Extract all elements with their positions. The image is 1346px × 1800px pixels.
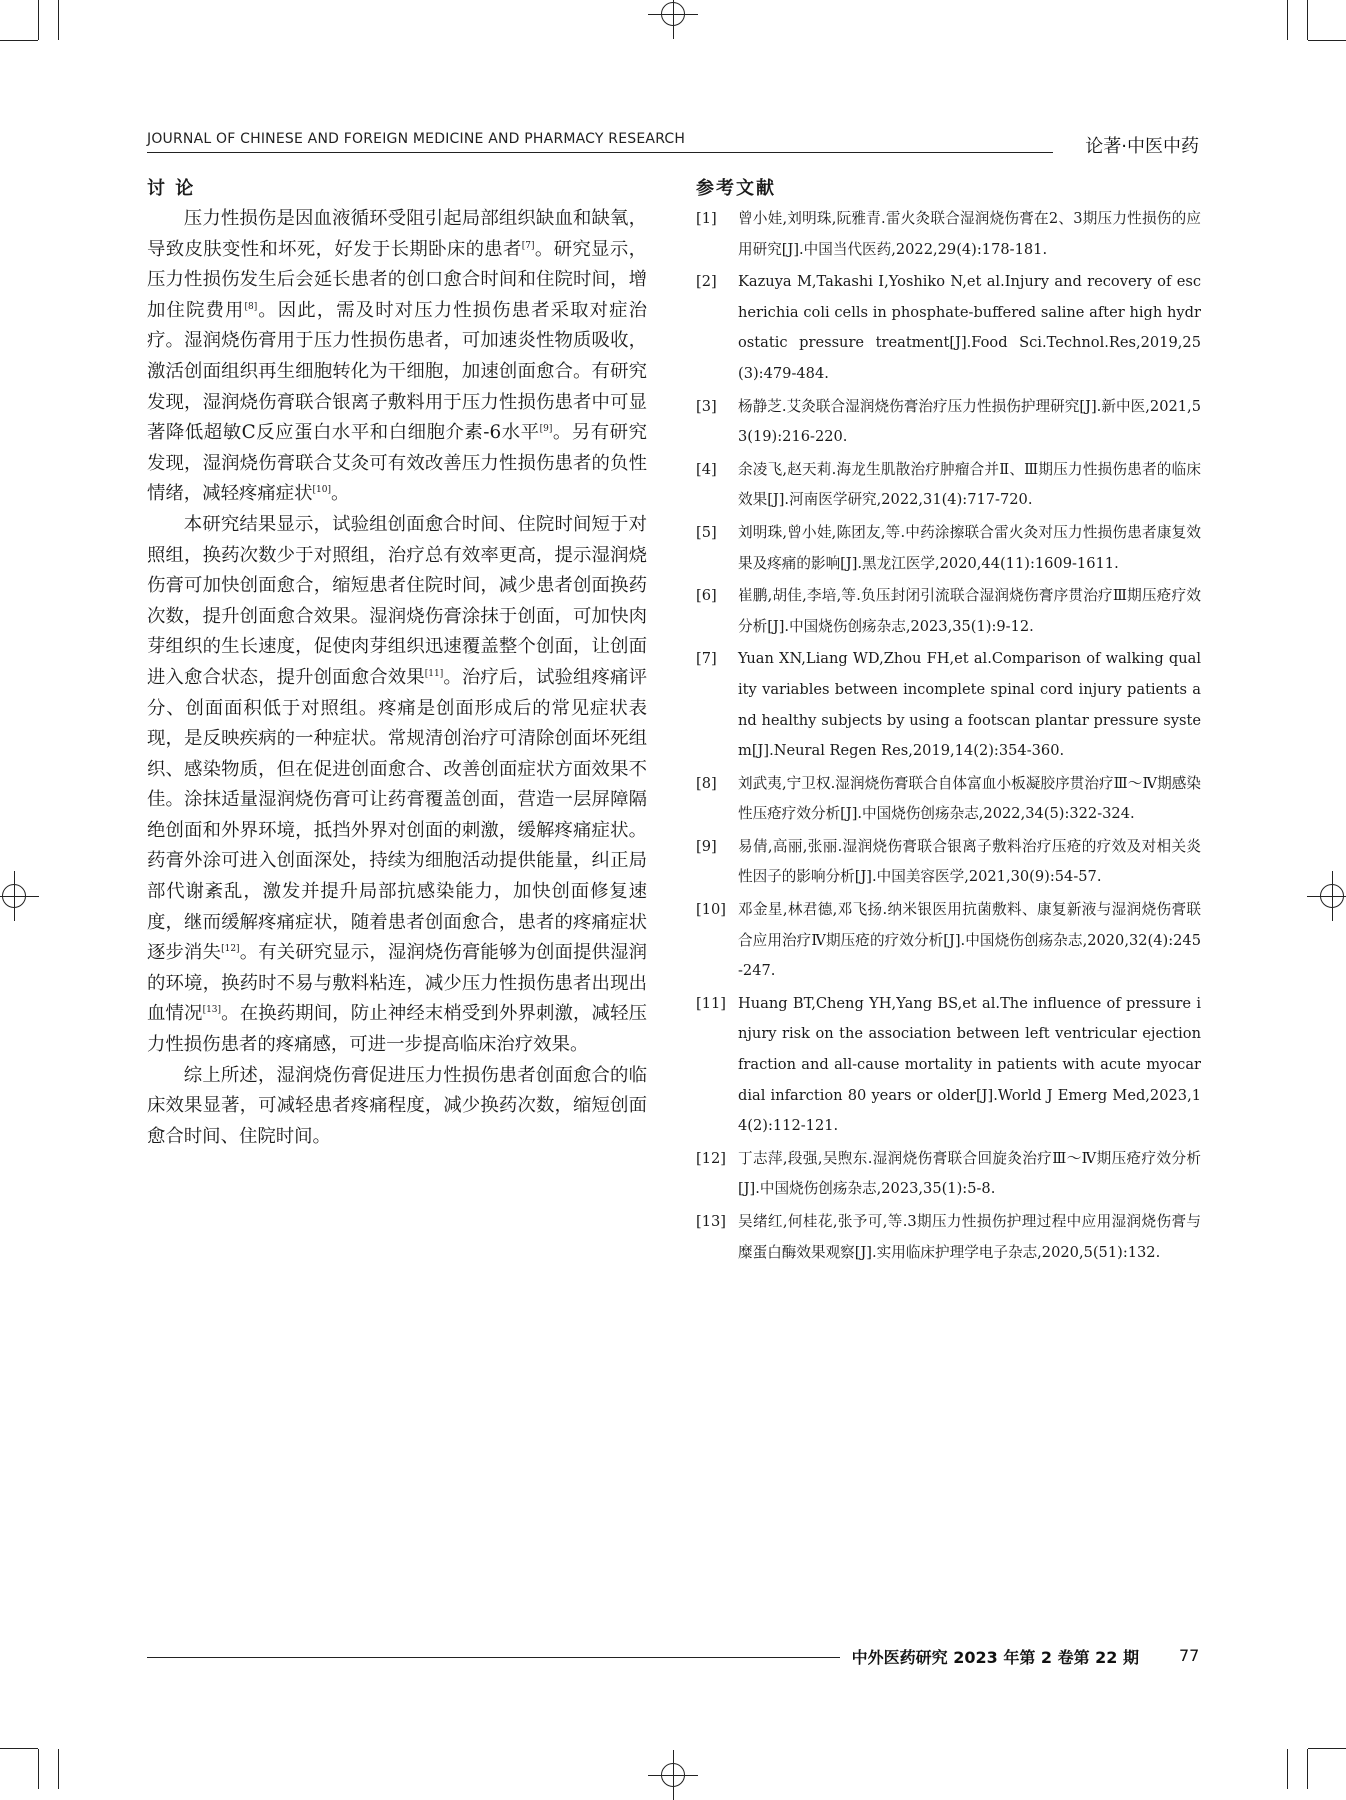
- paragraph-text: 。研究显示，压力性损伤发生后会延长患者的创口愈合时间和住院时间，增加住院费用: [147, 238, 647, 321]
- citation-marker: [13]: [202, 1005, 222, 1016]
- paragraph-text: 。: [331, 483, 350, 505]
- crop-mark: [58, 1749, 59, 1789]
- paragraph-text: 。因此，需及时对压力性损伤患者采取对症治疗。湿润烧伤膏用于压力性损伤患者，可加速炎性物质吸收，激活创面组织再生细胞转化为干细胞，加速创面愈合。有研究发现，湿润烧伤膏联合银离子敷料用于压力性损伤患者中可显著降低超敏C反应蛋白水平和白细胞介素-6水平: [147, 299, 647, 444]
- reference-text: 崔鹏,胡佳,李培,等.负压封闭引流联合湿润烧伤膏序贯治疗Ⅲ期压疮疗效分析[J].中国烧伤创疡杂志,2023,35(1):9-12.: [738, 587, 1201, 635]
- reference-number: [7]: [696, 650, 717, 668]
- crop-mark: [38, 1749, 39, 1789]
- citation-marker: [10]: [312, 485, 332, 496]
- registration-mark-icon: [2, 884, 26, 908]
- reference-item: [696, 581, 1201, 642]
- citation-marker: [7]: [521, 240, 535, 251]
- section-label: 论著·中医中药: [1071, 132, 1199, 158]
- reference-text: 杨静芝.艾灸联合湿润烧伤膏治疗压力性损伤护理研究[J].新中医,2021,53(19):216-220.: [738, 397, 1201, 446]
- crop-mark: [38, 0, 39, 40]
- reference-item: [696, 832, 1201, 893]
- crop-mark: [1287, 0, 1288, 40]
- crop-mark: [1307, 1749, 1308, 1789]
- reference-number: [8]: [696, 774, 717, 792]
- discussion-paragraph: [147, 510, 647, 1061]
- reference-text: Kazuya M,Takashi I,Yoshiko N,et al.Injury and recovery of escherichia coli cells in phosphate-buffered saline after high hydrostatic pressure treatment[J].Food Sci.Technol.Res,2019,25(3):479-484.: [738, 273, 1201, 382]
- reference-text: Yuan XN,Liang WD,Zhou FH,et al.Comparison of walking quality variables between incomplete spinal cord injury patients and healthy subjects by using a footscan plantar pressure system[J].Neural Regen Res,2019,14(2):354-360.: [738, 650, 1201, 760]
- reference-text: 丁志萍,段强,吴煦东.湿润烧伤膏联合回旋灸治疗Ⅲ～Ⅳ期压疮疗效分析[J].中国烧伤创疡杂志,2023,35(1):5-8.: [738, 1149, 1201, 1198]
- discussion-heading: 讨 论: [147, 178, 196, 199]
- paragraph-text: 。有关研究显示，湿润烧伤膏能够为创面提供湿润的环境，换药时不易与敷料粘连，减少压力性损伤患者出现出血情况: [147, 942, 647, 1025]
- discussion-paragraph: [147, 204, 647, 510]
- reference-item: [696, 1144, 1201, 1205]
- reference-list: [696, 204, 1201, 1268]
- crop-mark: [1308, 40, 1346, 41]
- registration-mark-icon: [661, 2, 685, 26]
- discussion-body: [147, 204, 647, 1152]
- reference-item: [696, 1207, 1201, 1268]
- reference-item: [696, 392, 1201, 453]
- citation-marker: [8]: [244, 301, 258, 312]
- reference-number: [9]: [696, 837, 717, 855]
- discussion-paragraph: [147, 1061, 647, 1153]
- reference-item: [696, 989, 1201, 1142]
- reference-number: [10]: [696, 901, 726, 919]
- paragraph-text: 本研究结果显示，试验组创面愈合时间、住院时间短于对照组，换药次数少于对照组，治疗总有效率更高，提示湿润烧伤膏可加快创面愈合，缩短患者住院时间，减少患者创面换药次数，提升创面愈合效果。湿润烧伤膏涂抹于创面，可加快肉芽组织的生长速度，促使肉芽组织迅速覆盖整个创面，让创面进入愈合状态，提升创面愈合效果: [147, 513, 647, 688]
- reference-text: Huang BT,Cheng YH,Yang BS,et al.The influence of pressure injury risk on the association between left ventricular ejection fraction and all-cause mortality in patients with acute myocardial infarction 80 years or older[J].World J Emerg Med,2023,14(2):112-121.: [738, 994, 1201, 1135]
- reference-number: [4]: [696, 460, 717, 478]
- citation-marker: [9]: [539, 424, 553, 435]
- reference-text: 余凌飞,赵天莉.海龙生肌散治疗肿瘤合并Ⅱ、Ⅲ期压力性损伤患者的临床效果[J].河南医学研究,2022,31(4):717-720.: [738, 460, 1201, 509]
- crop-mark: [1308, 1748, 1346, 1749]
- reference-item: [696, 769, 1201, 830]
- crop-mark: [1307, 0, 1308, 40]
- paragraph-text: 压力性损伤是因血液循环受阻引起局部组织缺血和缺氧，导致皮肤变性和坏死，好发于长期卧床的患者: [147, 208, 647, 260]
- reference-number: [11]: [696, 994, 726, 1012]
- paragraph-text: 。治疗后，试验组疼痛评分、创面面积低于对照组。疼痛是创面形成后的常见症状表现，是反映疾病的一种症状。常规清创治疗可清除创面坏死组织、感染物质，但在促进创面愈合、改善创面症状方面效果不佳。涂抹适量湿润烧伤膏可让药膏覆盖创面，营造一层屏障隔绝创面和外界环境，抵挡外界对创面的刺激，缓解疼痛症状。药膏外涂可进入创面深处，持续为细胞活动提供能量，纠正局部代谢紊乱，激发并提升局部抗感染能力，加快创面修复速度，继而缓解疼痛症状，随着患者创面愈合，患者的疼痛症状逐步消失: [147, 666, 647, 964]
- crop-mark: [0, 40, 38, 41]
- references-column: [696, 174, 1201, 1270]
- reference-number: [1]: [696, 210, 717, 227]
- journal-title: JOURNAL OF CHINESE AND FOREIGN MEDICINE AND PHARMACY RESEARCH: [147, 131, 686, 147]
- crop-mark: [1287, 1749, 1288, 1789]
- paragraph-text: 综上所述，湿润烧伤膏促进压力性损伤患者创面愈合的临床效果显著，可减轻患者疼痛程度，减少换药次数，缩短创面愈合时间、住院时间。: [147, 1064, 647, 1147]
- reference-text: 刘武夷,宁卫权.湿润烧伤膏联合自体富血小板凝胶序贯治疗Ⅲ～Ⅳ期感染性压疮疗效分析[J].中国烧伤创疡杂志,2022,34(5):322-324.: [738, 774, 1201, 823]
- crop-mark: [58, 0, 59, 40]
- issue-info: 中外医药研究 2023 年第 2 卷第 22 期: [840, 1645, 1139, 1668]
- discussion-column: [147, 174, 647, 1152]
- reference-item: [696, 644, 1201, 766]
- reference-number: [5]: [696, 523, 717, 541]
- page-number: 77: [1179, 1646, 1200, 1665]
- registration-mark-icon: [661, 1763, 685, 1787]
- paragraph-text: 。另有研究发现，湿润烧伤膏联合艾灸可有效改善压力性损伤患者的负性情绪，减轻疼痛症状: [147, 422, 647, 505]
- reference-number: [13]: [696, 1213, 726, 1230]
- reference-text: 曾小娃,刘明珠,阮雅青.雷火灸联合湿润烧伤膏在2、3期压力性损伤的应用研究[J].中国当代医药,2022,29(4):178-181.: [738, 210, 1201, 258]
- reference-text: 易倩,高丽,张丽.湿润烧伤膏联合银离子敷料治疗压疮的疗效及对相关炎性因子的影响分析[J].中国美容医学,2021,30(9):54-57.: [738, 837, 1201, 886]
- citation-marker: [12]: [221, 944, 240, 955]
- reference-number: [12]: [696, 1149, 726, 1167]
- paragraph-text: 。在换药期间，防止神经末梢受到外界刺激，减轻压力性损伤患者的疼痛感，可进一步提高临床治疗效果。: [147, 1003, 647, 1056]
- crop-mark: [0, 1748, 38, 1749]
- citation-marker: [11]: [424, 668, 444, 679]
- reference-item: [696, 204, 1201, 265]
- reference-text: 刘明珠,曾小娃,陈团友,等.中药涂擦联合雷火灸对压力性损伤患者康复效果及疼痛的影响[J].黑龙江医学,2020,44(11):1609-1611.: [738, 523, 1201, 572]
- reference-item: [696, 267, 1201, 389]
- reference-item: [696, 895, 1201, 987]
- reference-text: 吴绪红,何桂花,张予可,等.3期压力性损伤护理过程中应用湿润烧伤膏与糜蛋白酶效果观察[J].实用临床护理学电子杂志,2020,5(51):132.: [738, 1213, 1201, 1261]
- reference-text: 邓金星,林君德,邓飞扬.纳米银医用抗菌敷料、康复新液与湿润烧伤膏联合应用治疗Ⅳ期压疮的疗效分析[J].中国烧伤创疡杂志,2020,32(4):245-247.: [738, 901, 1201, 980]
- reference-number: [3]: [696, 397, 717, 415]
- reference-number: [2]: [696, 273, 717, 291]
- header-rule: [147, 152, 1053, 153]
- reference-item: [696, 518, 1201, 579]
- references-heading: 参考文献: [696, 178, 776, 199]
- reference-item: [696, 455, 1201, 516]
- registration-mark-icon: [1320, 884, 1344, 908]
- reference-number: [6]: [696, 587, 717, 605]
